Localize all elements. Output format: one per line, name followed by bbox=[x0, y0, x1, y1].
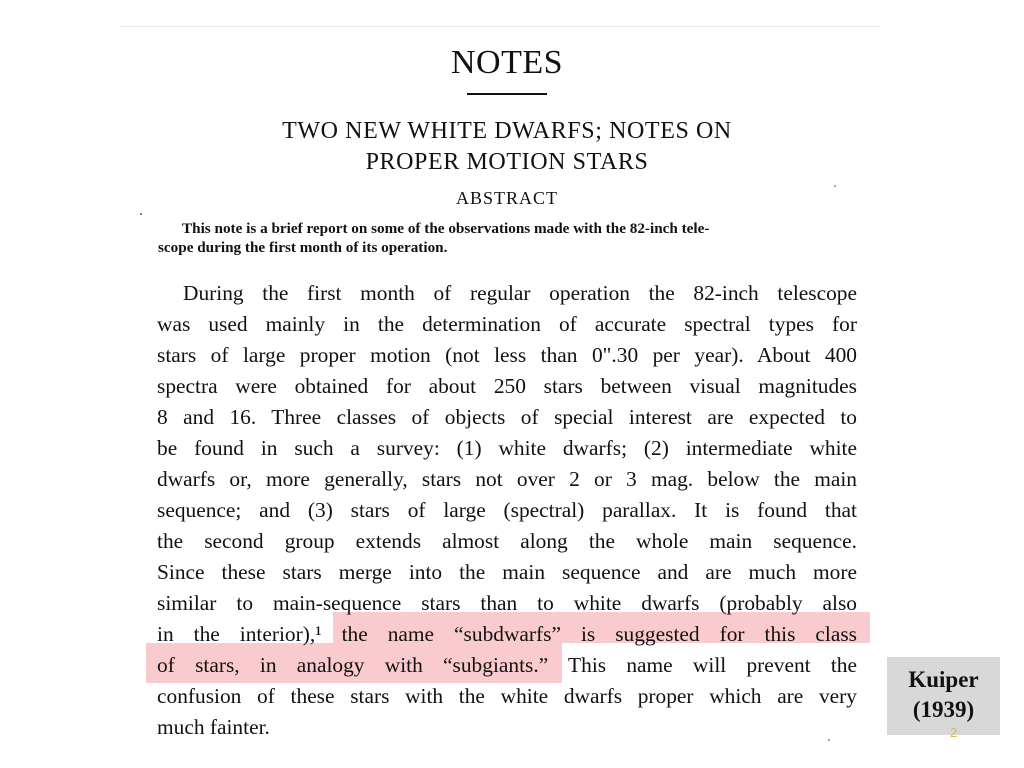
section-heading: NOTES bbox=[450, 44, 564, 81]
abstract-heading: ABSTRACT bbox=[455, 188, 559, 208]
body-line: Since these stars merge into the main sequence and are much more bbox=[157, 560, 857, 584]
body-line: dwarfs or, more generally, stars not over 2 or 3 mag. below the main bbox=[157, 467, 857, 491]
body-line: stars of large proper motion (not less than 0".30 per year). About 400 bbox=[157, 343, 857, 367]
body-line: 8 and 16. Three classes of objects of special interest are expected to bbox=[157, 405, 857, 429]
article-title-line-1: TWO NEW WHITE DWARFS; NOTES ON bbox=[282, 118, 732, 144]
citation-year: (1939) bbox=[912, 697, 975, 722]
abstract-line: This note is a brief report on some of the observations made with the 82-inch tele- bbox=[182, 220, 710, 237]
citation-author: Kuiper bbox=[908, 667, 979, 692]
slide-number: 2 bbox=[950, 725, 958, 740]
body-line: of stars, in analogy with “subgiants.” This name will prevent the bbox=[157, 653, 857, 677]
citation-box bbox=[887, 657, 1000, 735]
article-body bbox=[157, 278, 857, 743]
body-line: similar to main-sequence stars than to white dwarfs (probably also bbox=[157, 591, 857, 615]
body-line: be found in such a survey: (1) white dwarfs; (2) intermediate white bbox=[157, 436, 857, 460]
body-line: was used mainly in the determination of accurate spectral types for bbox=[157, 312, 857, 336]
body-line: spectra were obtained for about 250 stars between visual magnitudes bbox=[157, 374, 857, 398]
abstract-line: scope during the first month of its operation. bbox=[158, 239, 448, 256]
body-line: much fainter. bbox=[157, 715, 270, 739]
top-divider bbox=[120, 26, 880, 27]
body-line: in the interior),¹ the name “subdwarfs” is suggested for this class bbox=[157, 622, 857, 646]
scan-speck bbox=[140, 213, 142, 215]
body-line: During the first month of regular operation the 82-inch telescope bbox=[183, 281, 857, 305]
title-underline bbox=[467, 93, 547, 95]
scan-speck bbox=[834, 185, 836, 187]
abstract-text bbox=[158, 219, 858, 257]
body-line: confusion of these stars with the white dwarfs proper which are very bbox=[157, 684, 857, 708]
body-line: sequence; and (3) stars of large (spectral) parallax. It is found that bbox=[157, 498, 857, 522]
scan-speck bbox=[828, 739, 830, 741]
article-title-line-2: PROPER MOTION STARS bbox=[365, 149, 649, 175]
article-title bbox=[0, 116, 1014, 178]
body-line: the second group extends almost along the whole main sequence. bbox=[157, 529, 857, 553]
